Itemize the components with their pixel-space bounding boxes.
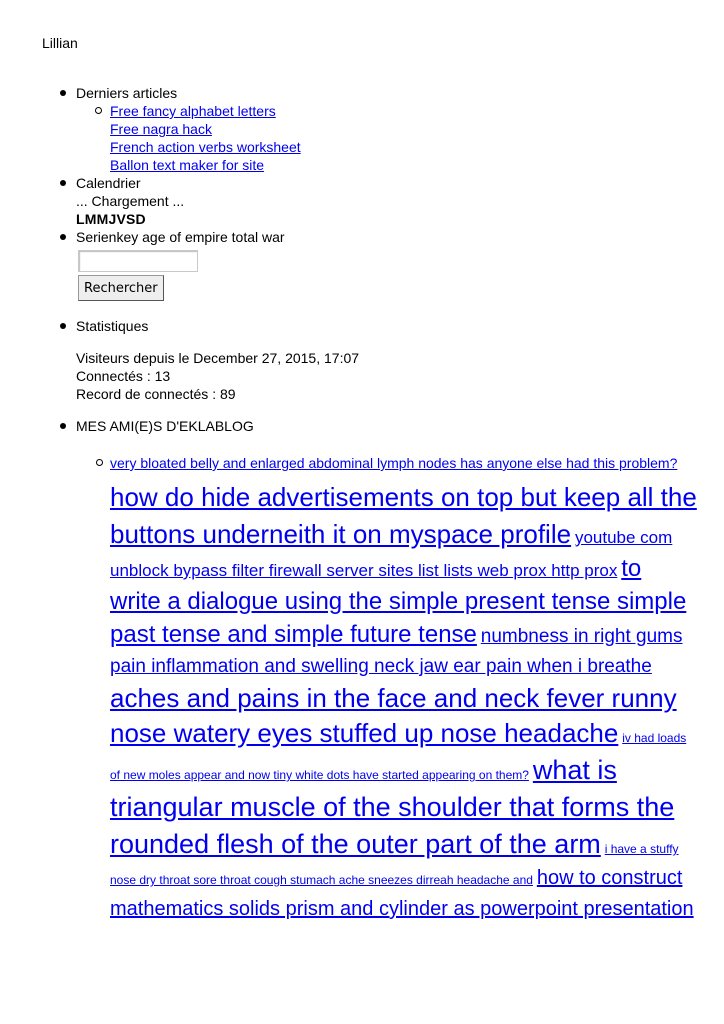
bullet-icon (60, 90, 66, 96)
sidebar-widgets (58, 84, 698, 925)
calendar-day-headers: LMMJVSD (76, 211, 146, 227)
calendar-loading-text: ... Chargement ... (76, 193, 185, 209)
recent-articles-widget (58, 84, 698, 174)
tag-link[interactable]: how to construct mathematics solids prism and cylinder as powerpoint presentation (110, 867, 694, 920)
calendar-widget (58, 174, 698, 228)
tag-cloud (76, 448, 698, 925)
tag-link[interactable]: i have a stuffy nose dry throat sore throat cough stumach ache sneezes dirreah headache and (110, 842, 679, 887)
recent-articles-list (76, 102, 698, 174)
search-button[interactable]: Rechercher (78, 275, 164, 301)
site-title: Lillian (42, 35, 78, 51)
bullet-icon (60, 180, 66, 186)
recent-article-link[interactable]: Ballon text maker for site (110, 157, 265, 173)
circle-bullet-icon (96, 459, 103, 466)
bullet-icon (60, 423, 66, 429)
connected-record-text: Record de connectés : 89 (76, 386, 236, 402)
bullet-icon (60, 323, 66, 329)
tag-link[interactable]: aches and pains in the face and neck fever runny nose watery eyes stuffed up nose headache (110, 683, 677, 748)
visitors-since-text: Visiteurs depuis le December 27, 2015, 17:07 (76, 350, 360, 366)
tag-link[interactable]: how do hide advertisements on top but keep all the buttons underneith it on myspace profile (110, 482, 697, 549)
recent-article-link[interactable]: Free nagra hack (110, 121, 212, 137)
connected-count-text: Connectés : 13 (76, 368, 171, 384)
statistics-title: Statistiques (76, 318, 149, 334)
recent-article-link[interactable]: French action verbs worksheet (110, 139, 301, 155)
search-widget (58, 228, 698, 301)
circle-bullet-icon (95, 107, 102, 114)
recent-articles-title: Derniers articles (76, 85, 178, 101)
tag-link[interactable]: numbness in right gums pain inflammation and swelling neck jaw ear pain when i breathe (110, 626, 683, 677)
statistics-widget (58, 317, 698, 403)
calendar-title: Calendrier (76, 175, 141, 191)
tag-link[interactable]: iv had loads of new moles appear and now tiny white dots have started appearing on them? (110, 731, 687, 782)
tag-link[interactable]: what is triangular muscle of the shoulder that forms the rounded flesh of the outer part of the arm (110, 755, 675, 859)
search-widget-title: Serienkey age of empire total war (76, 229, 285, 245)
bullet-icon (60, 234, 66, 240)
tag-link[interactable]: to write a dialogue using the simple present tense simple past tense and simple future tense (110, 555, 687, 648)
recent-article-link[interactable]: Free fancy alphabet letters (110, 103, 276, 119)
tag-link[interactable]: youtube com unblock bypass filter firewall server sites list lists web prox http prox (110, 528, 673, 580)
search-input[interactable] (78, 250, 198, 272)
friends-title: MES AMI(E)S D'EKLABLOG (76, 418, 254, 434)
tag-link[interactable]: very bloated belly and enlarged abdominal lymph nodes has anyone else had this problem? (110, 455, 678, 471)
friends-widget (58, 417, 698, 925)
